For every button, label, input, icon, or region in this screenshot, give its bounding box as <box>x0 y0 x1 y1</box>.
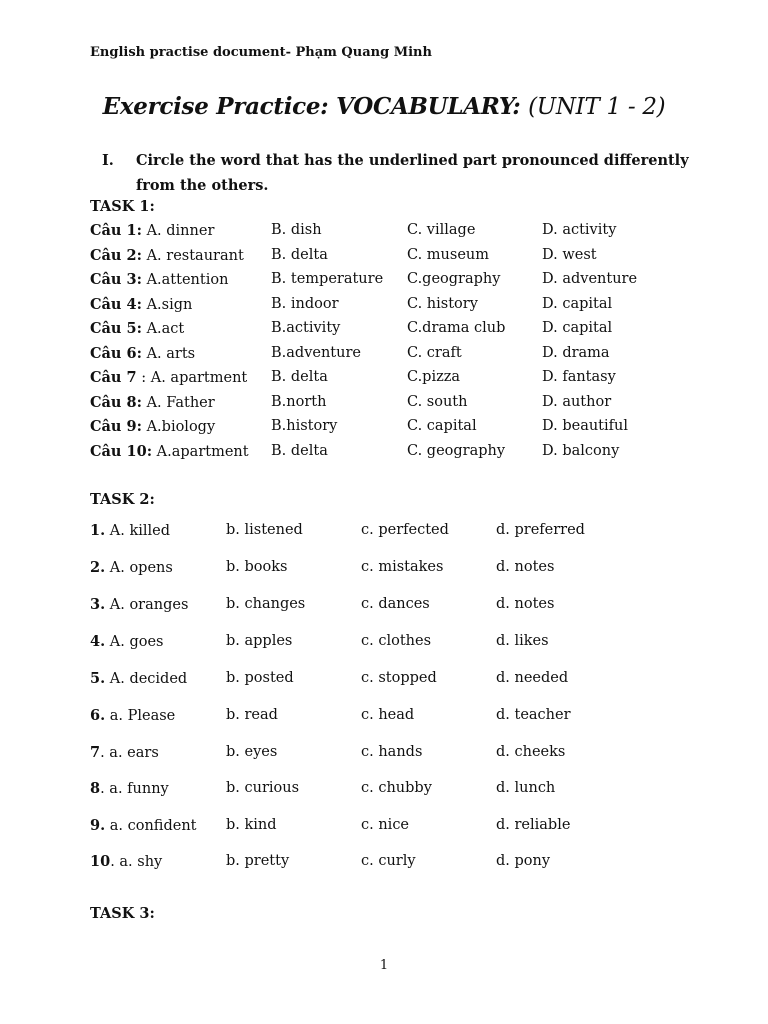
section-number: I. <box>102 152 114 169</box>
page-number: 1 <box>379 958 389 973</box>
question-number: Câu 10: <box>90 442 153 460</box>
task1-row <box>90 394 750 418</box>
option-a: . a. funny <box>100 781 169 797</box>
question-number: Câu 1: <box>90 222 142 239</box>
task1-row <box>90 222 750 246</box>
task2-row <box>90 596 750 620</box>
option-a: A. oranges <box>109 597 189 613</box>
option-b: B.activity <box>271 320 341 336</box>
option-a: A.biology <box>146 419 216 435</box>
option-b: B. delta <box>271 246 328 263</box>
task2-row <box>90 559 750 583</box>
question-number: Câu 8: <box>90 393 142 411</box>
task1-question <box>90 418 215 435</box>
option-b: B. delta <box>271 369 328 385</box>
task3-label: TASK 3: <box>90 905 155 922</box>
task1-row <box>90 369 750 393</box>
option-b: b. pretty <box>226 853 290 869</box>
option-a: A.act <box>146 321 185 337</box>
task1-row <box>90 320 750 344</box>
task2-question <box>90 780 169 797</box>
option-c: c. clothes <box>361 633 432 649</box>
task1-question <box>90 247 244 264</box>
option-b: B.adventure <box>271 344 361 361</box>
option-c: c. dances <box>361 596 430 612</box>
option-c: c. hands <box>361 744 423 760</box>
task2-question <box>90 853 162 870</box>
option-c: c. curly <box>361 853 416 869</box>
option-b: b. apples <box>226 633 293 649</box>
task2-row <box>90 633 750 657</box>
task1-row <box>90 296 750 320</box>
option-c: C. museum <box>407 246 489 263</box>
option-d: D. capital <box>542 320 613 336</box>
option-a: A.attention <box>146 272 229 288</box>
option-a: A. opens <box>109 560 173 576</box>
task1-question <box>90 443 249 460</box>
question-number: Câu 6: <box>90 344 142 362</box>
task2-row <box>90 670 750 694</box>
task1-row <box>90 443 750 467</box>
option-d: d. notes <box>496 559 555 575</box>
option-c: C. capital <box>407 418 477 434</box>
question-number: 7 <box>90 744 101 761</box>
task2-question <box>90 522 170 539</box>
option-a: a. confident <box>109 818 197 834</box>
option-d: d. reliable <box>496 817 571 833</box>
question-number: 3. <box>90 596 106 613</box>
option-c: C. south <box>407 393 468 410</box>
option-d: D. author <box>542 393 612 410</box>
task2-row <box>90 707 750 731</box>
question-number: Câu 7 <box>90 369 137 386</box>
option-a: A. decided <box>109 671 188 687</box>
task2-row <box>90 780 750 804</box>
option-a: A.apartment <box>156 443 249 460</box>
section-instruction: Circle the word that has the underlined part pronounced differently from the others. <box>136 152 689 194</box>
question-number: 5. <box>90 670 106 687</box>
option-a: A.sign <box>146 296 193 313</box>
option-d: d. teacher <box>496 707 571 723</box>
option-b: B.history <box>271 418 338 434</box>
task1-label: TASK 1: <box>90 198 155 215</box>
task2-question <box>90 817 197 834</box>
option-b: b. posted <box>226 670 294 686</box>
option-c: c. stopped <box>361 670 437 686</box>
question-number: 9. <box>90 817 106 834</box>
task1-row <box>90 418 750 442</box>
task2-question <box>90 596 188 613</box>
task1-question <box>90 345 195 362</box>
option-b: B. temperature <box>271 271 384 287</box>
option-a: . a. ears <box>100 745 159 761</box>
task2-row <box>90 744 750 768</box>
option-a: A. goes <box>109 634 164 650</box>
question-number: 4. <box>90 633 106 650</box>
question-number: Câu 3: <box>90 271 142 288</box>
option-b: B. indoor <box>271 295 339 312</box>
option-a: A. arts <box>146 345 196 362</box>
question-number: Câu 4: <box>90 295 142 313</box>
option-b: B. dish <box>271 222 322 238</box>
task2-question <box>90 744 159 761</box>
question-number: 6. <box>90 707 106 724</box>
document-header: English practise document- Phạm Quang Minh <box>90 45 432 60</box>
option-c: C.geography <box>407 271 501 287</box>
option-d: D. drama <box>542 344 610 361</box>
option-c: c. chubby <box>361 780 432 796</box>
option-d: d. needed <box>496 670 569 686</box>
option-b: b. eyes <box>226 744 278 760</box>
option-d: D. fantasy <box>542 369 616 385</box>
option-d: d. likes <box>496 633 549 649</box>
option-b: b. books <box>226 559 288 575</box>
option-d: D. beautiful <box>542 418 628 434</box>
option-d: d. preferred <box>496 522 585 538</box>
task2-row <box>90 817 750 841</box>
option-b: B.north <box>271 393 327 410</box>
option-c: c. head <box>361 707 415 723</box>
task2-question <box>90 670 187 687</box>
task1-question <box>90 222 214 239</box>
option-a: A. Father <box>146 394 215 411</box>
option-d: D. capital <box>542 295 613 312</box>
option-a: A. killed <box>109 523 171 539</box>
section-heading <box>102 148 702 198</box>
title-main: Exercise Practice: VOCABULARY: <box>102 93 529 120</box>
option-c: C. craft <box>407 344 462 361</box>
option-c: C. geography <box>407 442 506 459</box>
task2-question <box>90 559 173 576</box>
option-d: d. lunch <box>496 780 556 796</box>
task1-row <box>90 247 750 271</box>
task2-question <box>90 633 163 650</box>
task2-row <box>90 522 750 546</box>
option-d: d. pony <box>496 853 551 869</box>
task1-question <box>90 369 247 386</box>
task1-question <box>90 394 215 411</box>
task2-question <box>90 707 175 724</box>
question-number: 2. <box>90 559 106 576</box>
task1-row <box>90 345 750 369</box>
option-c: C. history <box>407 295 478 312</box>
task1-row <box>90 271 750 295</box>
option-a: A. restaurant <box>146 247 244 264</box>
question-number: 10 <box>90 853 111 870</box>
option-c: c. mistakes <box>361 559 444 575</box>
option-d: D. west <box>542 246 597 263</box>
question-number: Câu 9: <box>90 418 142 435</box>
title-unit: (UNIT 1 - 2) <box>528 94 666 120</box>
option-b: b. curious <box>226 780 300 796</box>
task2-label: TASK 2: <box>90 491 155 508</box>
option-a: A. dinner <box>146 223 215 239</box>
option-b: B. delta <box>271 442 328 459</box>
task2-row <box>90 853 750 877</box>
option-c: c. perfected <box>361 522 449 538</box>
option-d: d. notes <box>496 596 555 612</box>
task1-question <box>90 320 184 337</box>
option-a: . a. shy <box>110 854 163 870</box>
task1-question <box>90 296 192 313</box>
question-number: 1. <box>90 522 106 539</box>
option-d: d. cheeks <box>496 744 566 760</box>
option-c: c. nice <box>361 817 410 833</box>
option-a: a. Please <box>109 708 176 724</box>
question-number: Câu 2: <box>90 246 142 264</box>
question-number: Câu 5: <box>90 320 142 337</box>
option-d: D. balcony <box>542 442 620 459</box>
option-c: C.pizza <box>407 369 461 385</box>
option-a: : A. apartment <box>141 370 248 386</box>
question-number: 8 <box>90 780 101 797</box>
option-d: D. adventure <box>542 271 638 287</box>
option-b: b. read <box>226 707 278 723</box>
option-b: b. kind <box>226 817 277 833</box>
option-c: C.drama club <box>407 320 506 336</box>
option-b: b. changes <box>226 596 306 612</box>
task1-question <box>90 271 228 288</box>
option-c: C. village <box>407 222 476 238</box>
option-d: D. activity <box>542 222 617 238</box>
option-b: b. listened <box>226 522 303 538</box>
page-title <box>0 93 768 120</box>
